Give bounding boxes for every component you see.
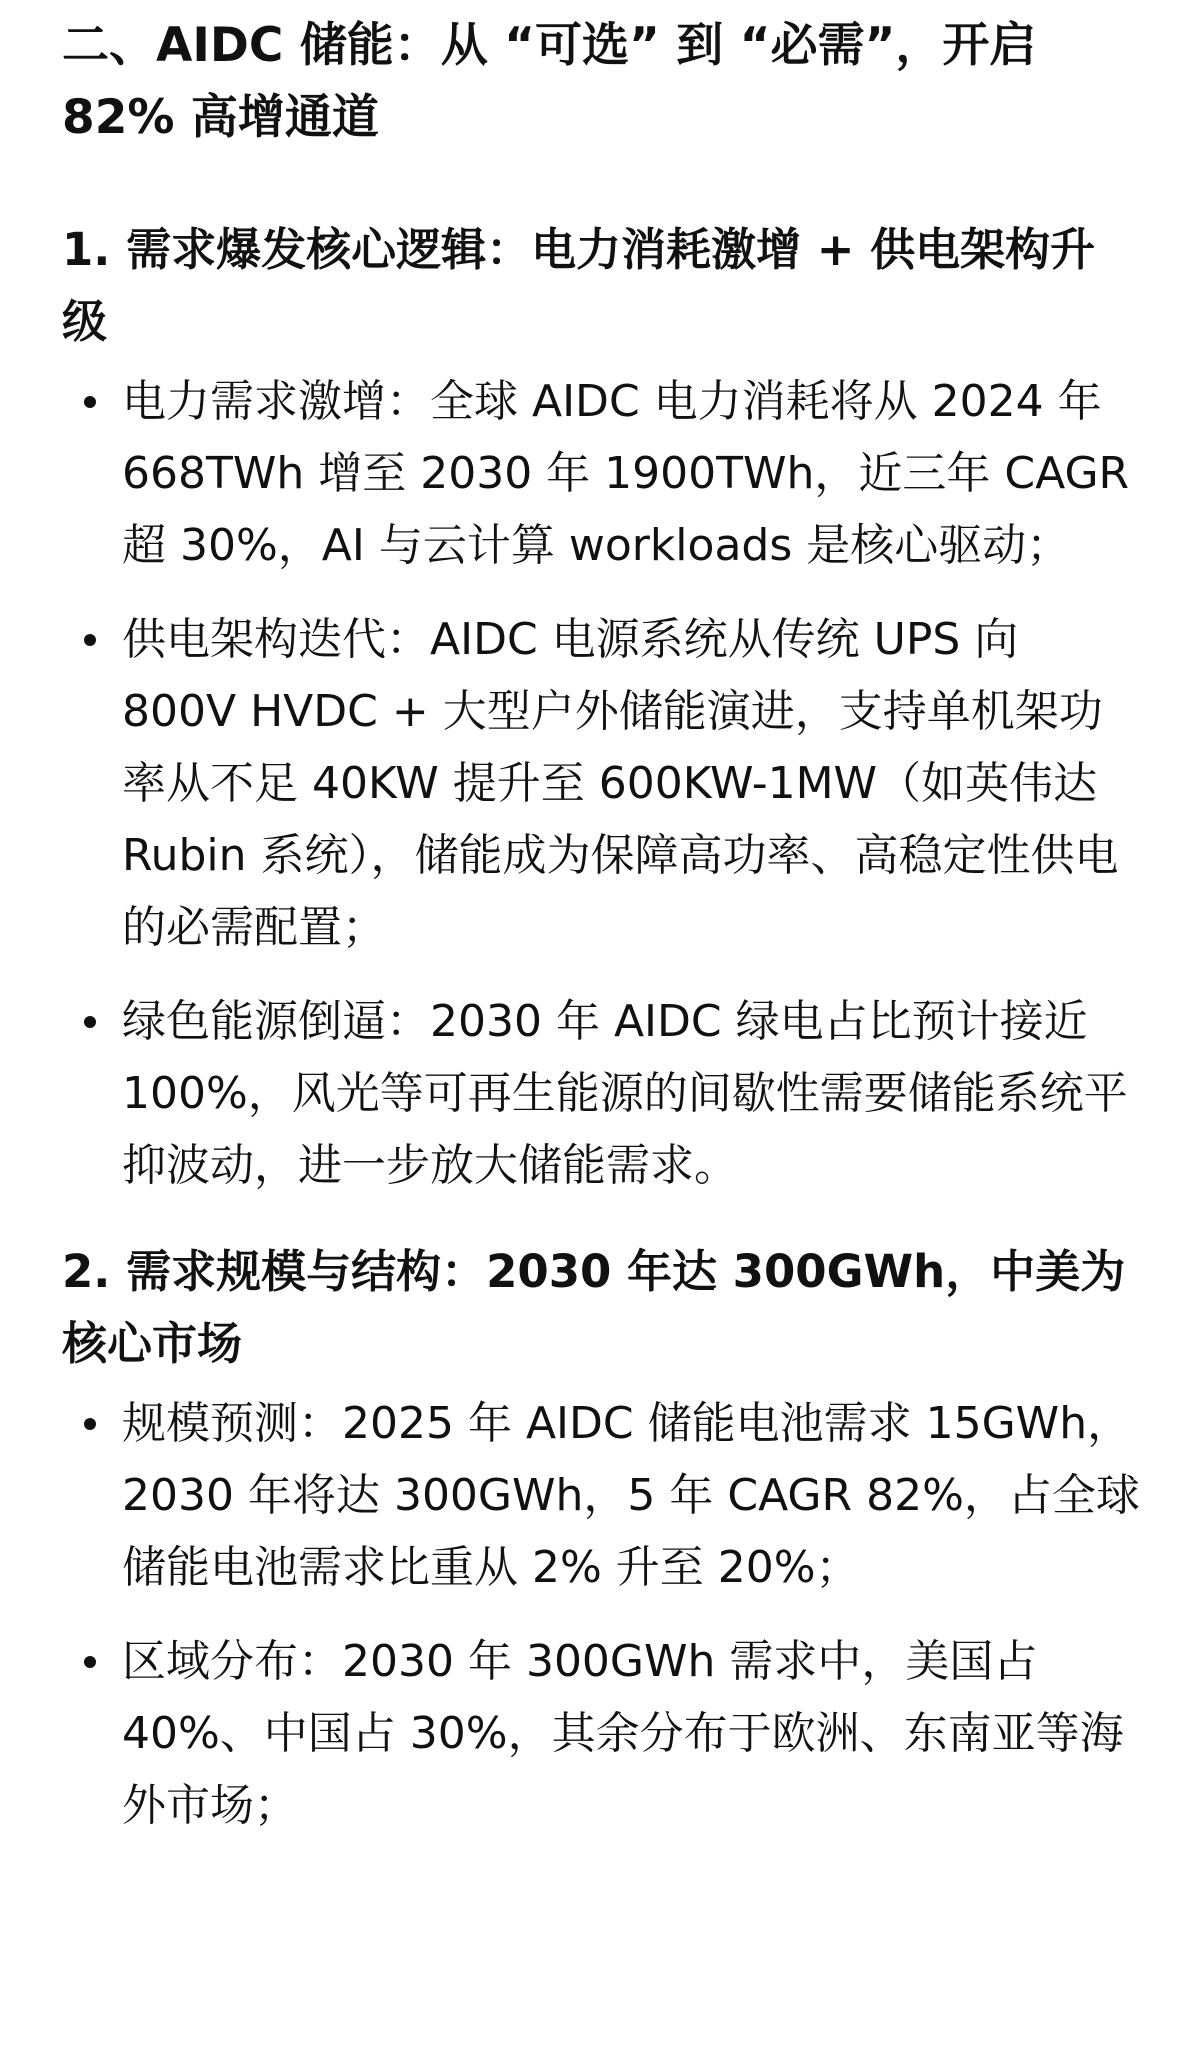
section-heading: 二、AIDC 储能：从 “可选” 到 “必需”，开启 82% 高增通道 [62, 18, 1037, 145]
list-item [62, 986, 1140, 1202]
list-item-text: 供电架构迭代：AIDC 电源系统从传统 UPS 向 800V HVDC + 大型户外储能演进，支持单机架功率从不足 40KW 提升至 600KW-1MW（如英伟达 Rubin 系统），储能成为保障高功率、高稳定性供电的必需配置； [122, 614, 1119, 953]
bullet-dot-icon [84, 634, 96, 646]
subsection-title-2: 2. 需求规模与结构：2030 年达 300GWh，中美为核心市场 [62, 1245, 1126, 1370]
list-item-text: 电力需求激增：全球 AIDC 电力消耗将从 2024 年 668TWh 增至 2030 年 1900TWh，近三年 CAGR 超 30%，AI 与云计算 workloads 是核心驱动； [122, 376, 1130, 571]
bullet-dot-icon [84, 1016, 96, 1028]
bullet-list-1 [62, 366, 1140, 1202]
list-item [62, 604, 1140, 964]
subsection-title-1: 1. 需求爆发核心逻辑：电力消耗激增 + 供电架构升级 [62, 223, 1096, 348]
list-item [62, 1388, 1140, 1604]
bullet-dot-icon [84, 396, 96, 408]
list-item [62, 366, 1140, 582]
list-item-text: 绿色能源倒逼：2030 年 AIDC 绿电占比预计接近 100%，风光等可再生能源的间歇性需要储能系统平抑波动，进一步放大储能需求。 [122, 996, 1128, 1191]
list-item-text: 规模预测：2025 年 AIDC 储能电池需求 15GWh，2030 年将达 300GWh，5 年 CAGR 82%，占全球储能电池需求比重从 2% 升至 20%； [122, 1398, 1140, 1593]
list-item-text: 区域分布：2030 年 300GWh 需求中，美国占 40%、中国占 30%，其余分布于欧洲、东南亚等海外市场； [122, 1636, 1124, 1831]
list-item [62, 1626, 1140, 1842]
bullet-list-2 [62, 1388, 1140, 1842]
bullet-dot-icon [84, 1418, 96, 1430]
bullet-dot-icon [84, 1656, 96, 1668]
